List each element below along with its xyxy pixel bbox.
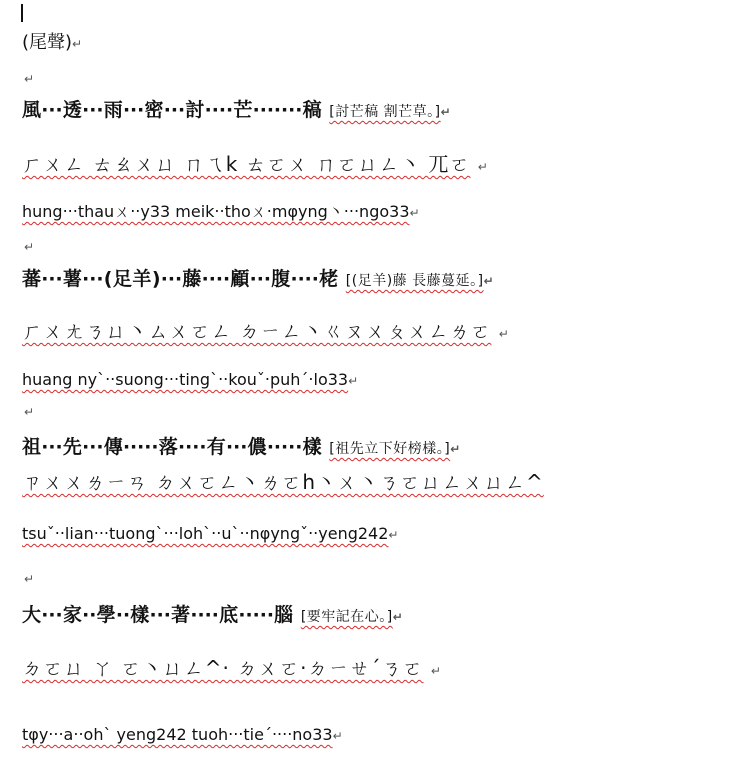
paragraph-mark-icon: ↵: [430, 664, 442, 678]
zhuyin-text: ㄏㄨㄤㄋㄩ丶ㄙㄨㄛㄥ ㄉㄧㄥ丶ㄍㄡㄨㄆㄨㄥㄌㄛ: [22, 319, 492, 343]
paragraph-mark-icon: ↵: [483, 274, 495, 288]
text-cursor: [21, 4, 23, 22]
paragraph-mark-icon: ↵: [348, 374, 359, 388]
paragraph-mark-icon: ↵: [440, 105, 452, 119]
stanza-1-roman-line: [22, 204, 420, 220]
chinese-text: 大‧‧‧家‧‧學‧‧樣‧‧‧著‧‧‧‧底‧‧‧‧‧腦: [22, 604, 294, 626]
chinese-text: 祖‧‧‧先‧‧‧傳‧‧‧‧‧落‧‧‧‧有‧‧‧儂‧‧‧‧‧樣: [22, 436, 323, 458]
chinese-text: 風‧‧‧透‧‧‧雨‧‧‧密‧‧‧討‧‧‧‧芒‧‧‧‧‧‧‧稿: [22, 99, 323, 121]
zhuyin-text: ㄉㄛㄩ ㄚ ㄛ丶ㄩㄥ^‧ ㄉㄨㄛ‧ㄉㄧㄝˊㄋㄛ: [22, 656, 424, 680]
annotation-note: [(足羊)藤 長藤蔓延。]: [345, 273, 484, 289]
paragraph-mark-icon: ↵: [392, 610, 404, 624]
chinese-text: 蕃‧‧‧薯‧‧‧(足羊)‧‧‧藤‧‧‧‧顧‧‧‧腹‧‧‧‧栳: [22, 268, 339, 290]
zhuyin-text: ㄏㄨㄥ ㄊㄠㄨㄩ ㄇㄟk ㄊㄛㄨ ㄇㄛㄩㄥ丶 ㄫㄛ: [22, 152, 471, 176]
paragraph-mark-icon: ↵: [332, 729, 343, 743]
heading-text: (尾聲): [22, 32, 73, 53]
stanza-1-zhuyin-line: [22, 154, 489, 174]
paragraph-mark-icon: ↵: [498, 327, 510, 341]
stanza-4-roman-line: [22, 727, 343, 743]
paragraph-mark-icon: ↵: [477, 160, 489, 174]
stanza-3-roman-line: [22, 526, 398, 542]
romanization-text: hung‧‧‧thauㄨ‧‧y33 meik‧‧thoㄨ‧mφyng丶‧‧‧ngo33: [22, 202, 410, 221]
paragraph-mark-icon: ↵: [409, 206, 420, 220]
stanza-2-chinese-line: [22, 270, 494, 289]
stanza-2-roman-line: [22, 372, 358, 388]
paragraph-mark-icon: ↵: [72, 37, 83, 51]
annotation-note: [要牢記在心。]: [300, 609, 393, 625]
stanza-3-zhuyin-line: [22, 472, 544, 492]
section-heading: [22, 34, 82, 52]
zhuyin-text: ㄗㄨㄨㄌㄧㄢ ㄉㄨㄛㄥ丶ㄌㄛh丶ㄨ丶ㄋㄛㄩㄥㄨㄩㄥ^: [22, 470, 544, 494]
stanza-4-chinese-line: [22, 606, 403, 625]
stanza-1-chinese-line: [22, 101, 451, 120]
stanza-2-zhuyin-line: [22, 321, 510, 341]
paragraph-mark-icon: ↵: [388, 528, 399, 542]
paragraph-mark-icon: ↵: [24, 240, 35, 254]
romanization-text: tsuˇ‧‧lian‧‧‧tuongˋ‧‧‧lohˋ‧‧uˋ‧‧nφyngˇ‧‧yeng242: [22, 524, 389, 543]
stanza-3-chinese-line: [22, 438, 461, 457]
romanization-text: tφy‧‧‧a‧‧oh` yeng242 tuoh‧‧‧tieˊ‧‧‧‧no33: [22, 725, 333, 744]
paragraph-mark-icon: ↵: [450, 442, 461, 456]
romanization-text: huang nyˋ‧‧suong‧‧‧tingˋ‧‧kouˇ‧puhˊ‧lo33: [22, 370, 349, 389]
paragraph-mark-icon: ↵: [24, 72, 35, 86]
stanza-4-zhuyin-line: [22, 658, 442, 678]
paragraph-mark-icon: ↵: [24, 572, 35, 586]
paragraph-mark-icon: ↵: [24, 405, 35, 419]
annotation-note: [祖先立下好榜樣。]: [329, 441, 451, 457]
annotation-note: [討芒稿 割芒草。]: [329, 104, 441, 120]
